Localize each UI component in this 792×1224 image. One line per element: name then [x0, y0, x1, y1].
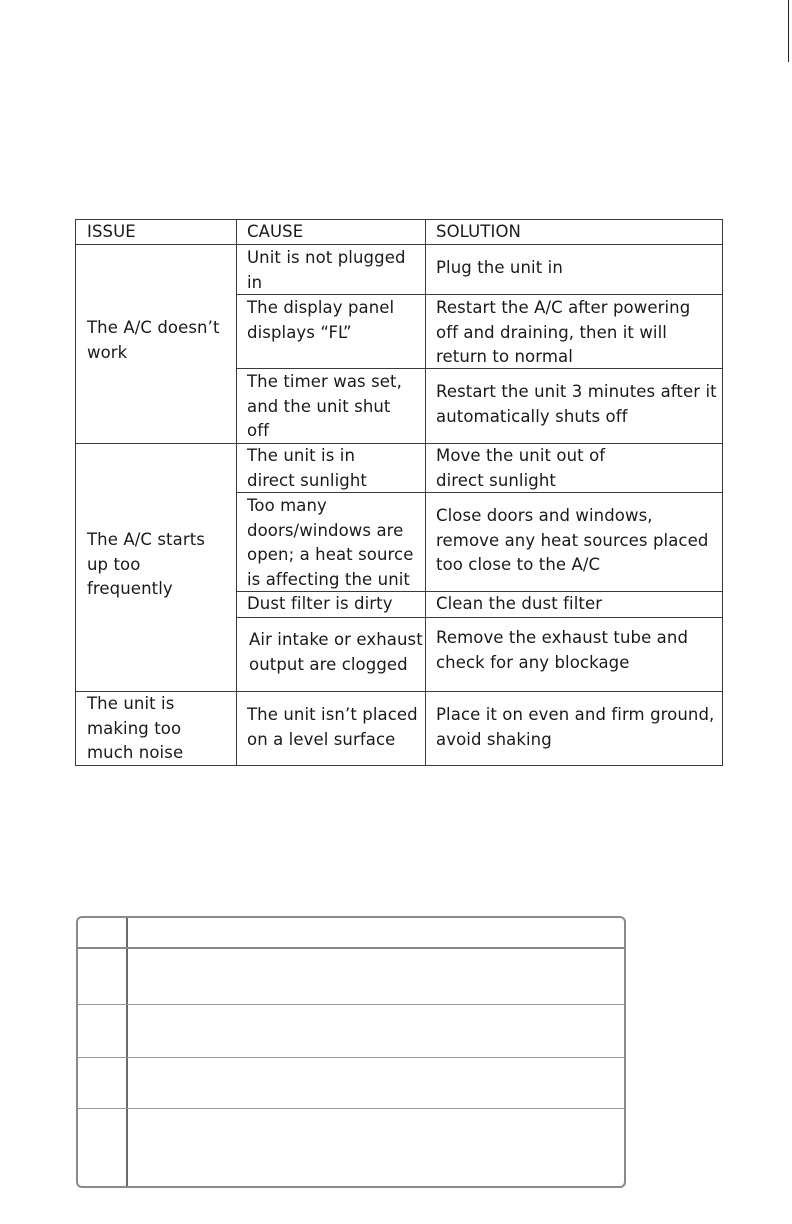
header-cause: CAUSE	[247, 222, 304, 241]
blank-log-table	[76, 916, 626, 1188]
row-divider	[236, 617, 723, 618]
issue-cell: The unit is making too much noise	[87, 694, 184, 762]
log-header-divider	[78, 947, 624, 949]
cause-cell: Dust filter is dirty	[247, 594, 393, 613]
header-divider	[75, 244, 723, 245]
log-row-divider	[78, 1108, 624, 1109]
solution-cell: Close doors and windows, remove any heat sources placed too close to the A/C	[436, 506, 709, 574]
table-border-right	[722, 219, 723, 766]
issue-cell: The A/C doesn’t work	[87, 318, 220, 362]
table-border-top	[75, 219, 723, 220]
cause-cell: The unit is in direct sunlight	[247, 446, 367, 490]
issue-cell: The A/C starts up too frequently	[87, 530, 205, 598]
solution-cell: Place it on even and firm ground, avoid shaking	[436, 705, 715, 749]
page-edge-line	[788, 0, 789, 62]
cause-cell: Unit is not plugged in	[247, 248, 406, 292]
solution-cell: Plug the unit in	[436, 258, 563, 277]
cause-cell: The unit isn’t placed on a level surface	[247, 705, 418, 749]
solution-cell: Remove the exhaust tube and check for any blockage	[436, 628, 689, 672]
column-divider	[425, 219, 426, 766]
solution-cell: Clean the dust filter	[436, 594, 603, 613]
header-solution: SOLUTION	[436, 222, 521, 241]
column-divider	[236, 219, 237, 766]
cause-cell: The timer was set, and the unit shut off	[247, 372, 402, 440]
solution-cell: Restart the A/C after powering off and draining, then it will return to normal	[436, 298, 691, 366]
troubleshooting-table	[75, 219, 723, 766]
cause-cell: Air intake or exhaust output are clogged	[249, 630, 423, 674]
solution-cell: Restart the unit 3 minutes after it automatically shuts off	[436, 382, 717, 426]
log-column-divider	[126, 918, 128, 1186]
cause-cell: The display panel displays “FL”	[247, 298, 395, 342]
solution-cell: Move the unit out of direct sunlight	[436, 446, 606, 490]
table-border-left	[75, 219, 76, 766]
log-row-divider	[78, 1004, 624, 1005]
log-row-divider	[78, 1057, 624, 1058]
header-issue: ISSUE	[87, 222, 136, 241]
cause-cell: Too many doors/windows are open; a heat source is affecting the unit	[247, 496, 414, 589]
